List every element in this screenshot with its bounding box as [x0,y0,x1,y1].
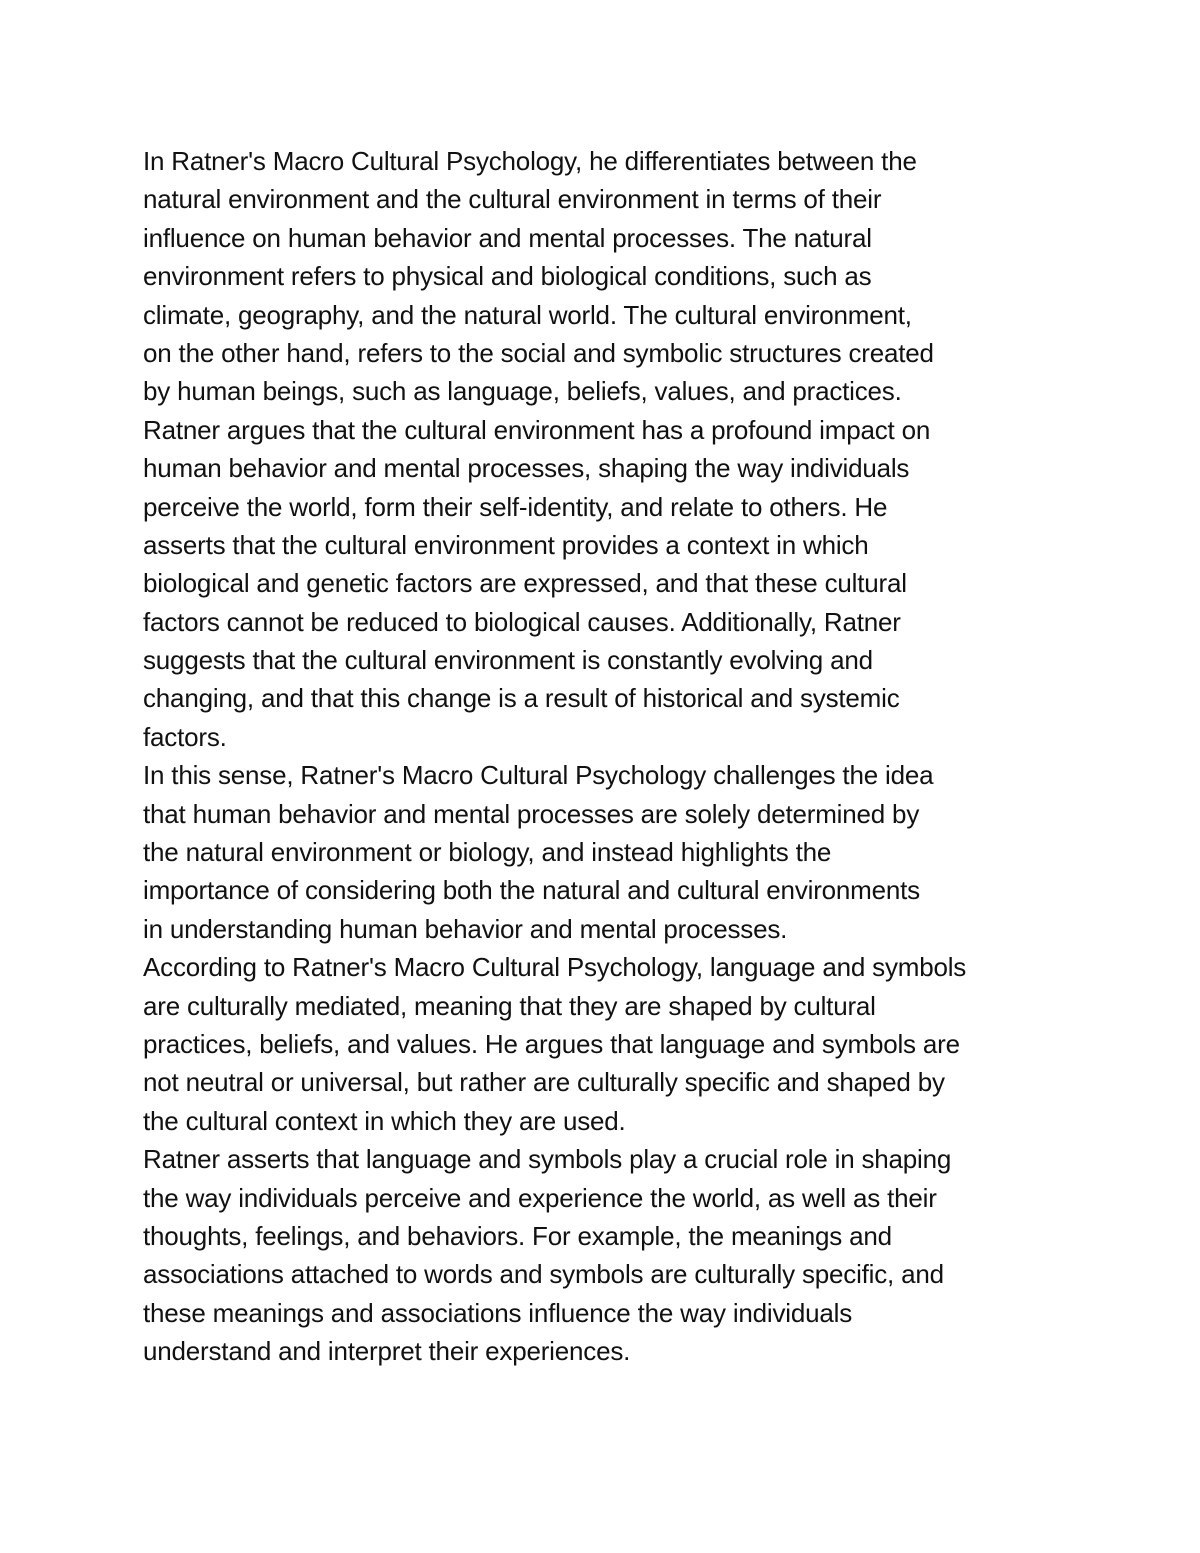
text-line: human behavior and mental processes, shaping the way individuals [143,453,910,484]
text-line: understand and interpret their experiences. [143,1336,631,1367]
text-line: are culturally mediated, meaning that they are shaped by cultural [143,990,876,1021]
text-line: that human behavior and mental processes are solely determined by [143,798,920,829]
text-line: biological and genetic factors are expressed, and that these cultural [143,568,907,599]
text-line: the way individuals perceive and experience the world, as well as their [143,1182,937,1213]
text-line: importance of considering both the natural and cultural environments [143,875,920,906]
text-line: perceive the world, form their self-identity, and relate to others. He [143,491,888,522]
text-line: Ratner asserts that language and symbols play a crucial role in shaping [143,1144,952,1175]
text-line: not neutral or universal, but rather are culturally specific and shaped by [143,1067,945,1098]
text-line: in understanding human behavior and mental processes. [143,913,788,944]
document-body [143,142,1083,1371]
text-line: associations attached to words and symbols are culturally specific, and [143,1259,944,1290]
text-line: these meanings and associations influence the way individuals [143,1297,853,1328]
text-line: Ratner argues that the cultural environment has a profound impact on [143,414,931,445]
text-line: the natural environment or biology, and instead highlights the [143,837,832,868]
text-line: natural environment and the cultural environment in terms of their [143,184,882,215]
text-line: factors. [143,721,227,752]
text-line: by human beings, such as language, beliefs, values, and practices. [143,376,902,407]
text-line: practices, beliefs, and values. He argues that language and symbols are [143,1028,960,1059]
text-line: In this sense, Ratner's Macro Cultural Psychology challenges the idea [143,760,934,791]
text-line: the cultural context in which they are used. [143,1105,626,1136]
text-line: on the other hand, refers to the social and symbolic structures created [143,337,934,368]
text-line: climate, geography, and the natural world. The cultural environment, [143,299,912,330]
text-line: suggests that the cultural environment is constantly evolving and [143,645,873,676]
text-line: influence on human behavior and mental processes. The natural [143,222,872,253]
text-line: In Ratner's Macro Cultural Psychology, he differentiates between the [143,146,917,176]
text-line: environment refers to physical and biological conditions, such as [143,261,872,292]
text-line: asserts that the cultural environment provides a context in which [143,529,869,560]
text-line: thoughts, feelings, and behaviors. For example, the meanings and [143,1220,892,1251]
text-line: changing, and that this change is a result of historical and systemic [143,683,900,714]
text-line: According to Ratner's Macro Cultural Psychology, language and symbols [143,952,967,983]
text-line: factors cannot be reduced to biological causes. Additionally, Ratner [143,606,901,637]
